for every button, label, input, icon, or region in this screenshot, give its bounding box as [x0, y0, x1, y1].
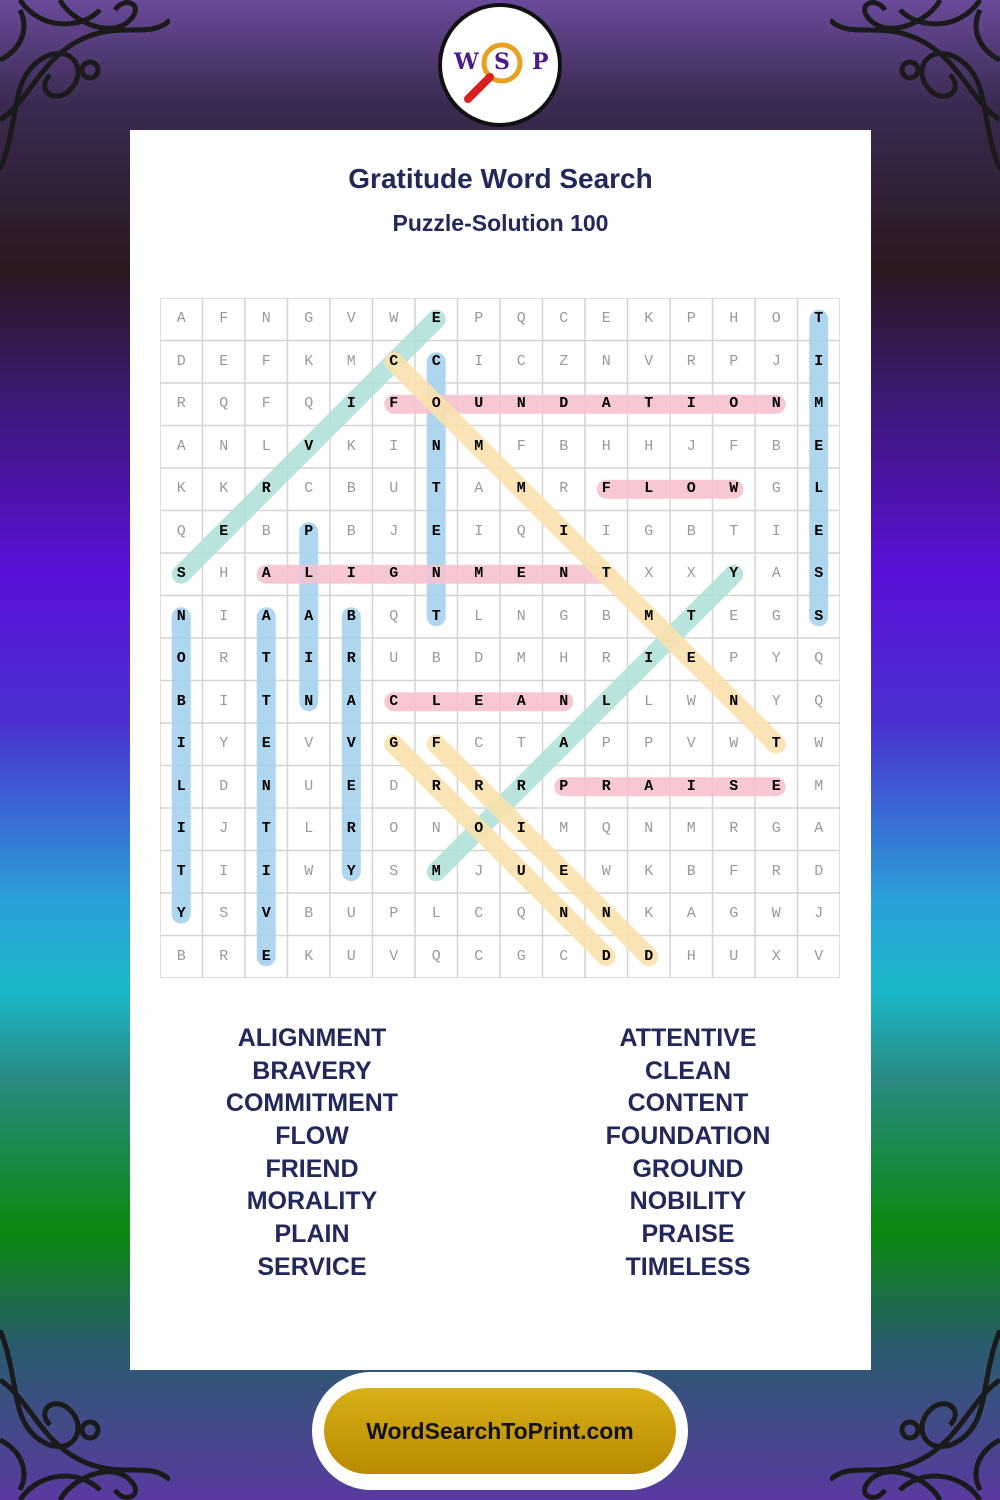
grid-cell: A	[516, 692, 526, 710]
grid-cell: E	[516, 565, 526, 582]
grid-cell: Q	[219, 395, 229, 412]
grid-cell: P	[601, 735, 611, 752]
grid-cell: M	[431, 862, 441, 880]
grid-cell: U	[304, 777, 314, 795]
grid-cell: S	[389, 862, 399, 880]
word-list-item: FRIEND	[265, 1154, 359, 1183]
grid-cell: N	[729, 692, 739, 710]
grid-cell: T	[601, 565, 611, 582]
grid-cell: L	[644, 692, 654, 710]
grid-cell: L	[644, 480, 654, 497]
grid-cell: P	[474, 310, 484, 327]
grid-cell: O	[474, 820, 484, 837]
grid-cell: P	[304, 522, 314, 540]
grid-cell: Y	[176, 905, 186, 922]
grid-cell: L	[814, 480, 824, 497]
grid-cell: B	[304, 905, 314, 922]
grid-cell: V	[389, 947, 399, 965]
grid-cell: F	[729, 862, 739, 880]
word-list-item: PRAISE	[641, 1220, 735, 1249]
page-title: Gratitude Word Search	[348, 163, 653, 194]
grid-cell: F	[261, 352, 271, 370]
grid-cell: C	[559, 310, 569, 327]
word-list-item: FOUNDATION	[605, 1122, 771, 1151]
grid-cell: M	[516, 480, 526, 497]
grid-cell: Q	[516, 522, 526, 540]
grid-cell: R	[601, 650, 611, 667]
grid-cell: R	[686, 352, 696, 370]
grid-cell: N	[559, 692, 569, 710]
grid-cell: A	[559, 735, 569, 752]
grid-cell: G	[644, 522, 654, 540]
grid-cell: V	[261, 905, 271, 922]
grid-cell: P	[559, 777, 569, 795]
grid-cell: G	[771, 480, 781, 497]
grid-cell: L	[176, 777, 186, 795]
word-list-item: CONTENT	[627, 1089, 749, 1118]
grid-cell: C	[431, 352, 441, 370]
grid-cell: S	[219, 905, 229, 922]
grid-cell: W	[814, 735, 824, 752]
grid-cell: A	[601, 395, 611, 412]
grid-cell: T	[261, 650, 271, 667]
grid-cell: E	[219, 522, 229, 540]
grid-cell: M	[346, 352, 356, 370]
grid-cell: E	[261, 735, 271, 752]
grid-cell: O	[176, 650, 186, 667]
grid-cell: V	[686, 735, 696, 752]
grid-cell: N	[601, 905, 611, 922]
grid-cell: T	[686, 607, 696, 625]
grid-cell: E	[771, 777, 781, 795]
grid-cell: P	[389, 905, 399, 922]
site-badge[interactable]	[312, 1372, 688, 1490]
word-list-item: MORALITY	[246, 1187, 378, 1216]
grid-cell: I	[176, 820, 186, 837]
grid-cell: L	[304, 565, 314, 582]
grid-cell: F	[261, 395, 271, 412]
word-list-item: PLAIN	[274, 1220, 350, 1249]
grid-cell: T	[729, 522, 739, 540]
grid-cell: L	[601, 692, 611, 710]
logo-letter-w: W	[454, 49, 479, 75]
grid-cell: P	[729, 352, 739, 370]
grid-cell: N	[559, 905, 569, 922]
word-list-item: FLOW	[275, 1122, 349, 1151]
word-list-item: ATTENTIVE	[619, 1024, 757, 1052]
grid-cell: H	[559, 650, 569, 667]
grid-cell: X	[771, 947, 781, 965]
grid-cell: E	[601, 310, 611, 327]
word-list-item: ALIGNMENT	[237, 1024, 387, 1052]
grid-cell: A	[176, 437, 186, 455]
site-link[interactable]: WordSearchToPrint.com	[324, 1388, 676, 1474]
grid-cell: N	[176, 607, 186, 625]
grid-cell: R	[219, 650, 229, 667]
grid-cell: T	[771, 735, 781, 752]
grid-cell: C	[474, 905, 484, 922]
grid-cell: C	[474, 735, 484, 752]
grid-cell: N	[431, 820, 441, 837]
grid-cell: O	[431, 395, 441, 412]
grid-cell: Q	[431, 947, 441, 965]
word-list-item: NOBILITY	[629, 1187, 747, 1216]
grid-cell: L	[261, 437, 271, 455]
word-list-item: TIMELESS	[625, 1252, 751, 1281]
grid-cell: R	[346, 820, 356, 837]
grid-cell: G	[304, 310, 314, 327]
grid-cell: M	[474, 437, 484, 455]
grid-cell: Y	[771, 650, 781, 667]
grid-cell: K	[644, 905, 654, 922]
grid-cell: V	[814, 947, 824, 965]
grid-cell: K	[644, 862, 654, 880]
grid-cell: U	[516, 862, 526, 880]
grid-cell: K	[176, 480, 186, 497]
grid-cell: J	[771, 352, 781, 370]
grid-cell: Q	[516, 310, 526, 327]
grid-cell: H	[644, 437, 654, 455]
grid-cell: M	[814, 777, 824, 795]
grid-cell: D	[601, 947, 611, 965]
grid-cell: F	[601, 480, 611, 497]
grid-cell: U	[346, 947, 356, 965]
grid-cell: W	[686, 692, 696, 710]
grid-cell: N	[431, 437, 441, 455]
grid-cell: N	[431, 565, 441, 582]
grid-cell: A	[346, 692, 356, 710]
grid-cell: B	[431, 650, 441, 667]
grid-cell: Q	[601, 820, 611, 837]
grid-cell: T	[176, 862, 186, 880]
grid-cell: C	[474, 947, 484, 965]
grid-cell: M	[686, 820, 696, 837]
grid-cell: N	[771, 395, 781, 412]
grid-cell: S	[814, 565, 824, 582]
grid-cell: N	[261, 310, 271, 327]
grid-cell: R	[474, 777, 484, 795]
grid-cell: U	[389, 650, 399, 667]
grid-cell: K	[644, 310, 654, 327]
grid-cell: Y	[771, 692, 781, 710]
grid-cell: A	[814, 820, 824, 837]
grid-cell: A	[261, 565, 271, 582]
grid-cell: E	[261, 947, 271, 965]
word-list-item: BRAVERY	[252, 1056, 372, 1085]
grid-cell: N	[261, 777, 271, 795]
grid-cell: A	[474, 480, 484, 497]
grid-cell: A	[176, 310, 186, 327]
grid-cell: P	[729, 650, 739, 667]
word-list-left	[162, 1022, 462, 1284]
grid-cell: Q	[516, 905, 526, 922]
grid-cell: A	[304, 607, 314, 625]
grid-cell: I	[219, 862, 229, 880]
grid-cell: D	[219, 777, 229, 795]
grid-cell: F	[389, 395, 399, 412]
grid-cell: N	[516, 395, 526, 412]
grid-cell: B	[686, 522, 696, 540]
grid-cell: A	[686, 905, 696, 922]
grid-cell: D	[474, 650, 484, 667]
grid-cell: W	[729, 480, 739, 497]
grid-cell: M	[814, 395, 824, 412]
grid-cell: M	[474, 565, 484, 582]
grid-cell: E	[431, 522, 441, 540]
grid-cell: E	[686, 650, 696, 667]
wsp-logo	[438, 3, 562, 127]
grid-cell: Y	[346, 862, 356, 880]
grid-cell: F	[729, 437, 739, 455]
grid-cell: K	[219, 480, 229, 497]
grid-cell: R	[771, 862, 781, 880]
grid-cell: B	[261, 522, 271, 540]
grid-cell: I	[644, 650, 654, 667]
grid-cell: B	[686, 862, 696, 880]
grid-cell: G	[389, 565, 399, 582]
grid-cell: R	[219, 947, 229, 965]
grid-cell: J	[219, 820, 229, 837]
word-list-item: CLEAN	[644, 1056, 732, 1085]
grid-cell: R	[559, 480, 569, 497]
grid-cell: B	[346, 522, 356, 540]
grid-cell: T	[261, 820, 271, 837]
grid-cell: T	[431, 480, 441, 497]
grid-cell: E	[814, 522, 824, 540]
grid-cell: G	[516, 947, 526, 965]
grid-cell: M	[559, 820, 569, 837]
grid-cell: Q	[389, 607, 399, 625]
grid-cell: U	[389, 480, 399, 497]
logo-letter-s: S	[494, 49, 510, 75]
grid-cell: A	[644, 777, 654, 795]
grid-cell: I	[219, 692, 229, 710]
grid-cell: E	[431, 310, 441, 327]
grid-cell: X	[686, 565, 696, 582]
grid-cell: J	[389, 522, 399, 540]
grid-cell: S	[176, 565, 186, 582]
grid-cell: H	[729, 310, 739, 327]
grid-cell: E	[559, 862, 569, 880]
grid-cell: A	[771, 565, 781, 582]
grid-cell: D	[389, 777, 399, 795]
grid-cell: P	[686, 310, 696, 327]
grid-cell: I	[474, 522, 484, 540]
grid-cell: T	[644, 395, 654, 412]
grid-cell: Y	[219, 735, 229, 752]
letter-grid	[160, 298, 840, 978]
grid-cell: E	[219, 352, 229, 370]
grid-cell: B	[346, 480, 356, 497]
grid-cell: I	[814, 352, 824, 370]
grid-cell: H	[219, 565, 229, 582]
grid-cell: R	[729, 820, 739, 837]
grid-cell: A	[261, 607, 271, 625]
puzzle-sheet	[130, 130, 871, 1370]
grid-cell: D	[644, 947, 654, 965]
grid-cell: R	[516, 777, 526, 795]
grid-cell: B	[771, 437, 781, 455]
grid-cell: T	[814, 310, 824, 327]
grid-cell: G	[559, 607, 569, 625]
grid-cell: V	[644, 352, 654, 370]
grid-cell: D	[559, 395, 569, 412]
grid-cell: E	[729, 607, 739, 625]
grid-cell: W	[729, 735, 739, 752]
grid-cell: L	[474, 607, 484, 625]
grid-cell: B	[559, 437, 569, 455]
grid-cell: Q	[304, 395, 314, 412]
grid-cell: C	[559, 947, 569, 965]
grid-cell: O	[389, 820, 399, 837]
grid-cell: T	[261, 692, 271, 710]
grid-cell: T	[516, 735, 526, 752]
grid-cell: I	[261, 862, 271, 880]
word-list-item: COMMITMENT	[225, 1089, 399, 1118]
grid-cell: I	[559, 522, 569, 540]
grid-cell: S	[729, 777, 739, 795]
grid-cell: R	[346, 650, 356, 667]
grid-cell: E	[346, 777, 356, 795]
grid-cell: C	[516, 352, 526, 370]
grid-cell: L	[304, 820, 314, 837]
grid-cell: I	[686, 777, 696, 795]
grid-cell: V	[346, 310, 356, 327]
grid-cell: K	[346, 437, 356, 455]
grid-cell: Z	[559, 352, 569, 370]
grid-cell: D	[814, 862, 824, 880]
grid-cell: X	[644, 565, 654, 582]
grid-cell: N	[219, 437, 229, 455]
grid-cell: U	[729, 947, 739, 965]
grid-cell: N	[644, 820, 654, 837]
grid-cell: O	[686, 480, 696, 497]
grid-cell: U	[474, 395, 484, 412]
grid-cell: J	[474, 862, 484, 880]
grid-cell: I	[516, 820, 526, 837]
grid-cell: N	[516, 607, 526, 625]
grid-cell: G	[771, 820, 781, 837]
grid-cell: W	[601, 862, 611, 880]
word-list-item: GROUND	[632, 1154, 744, 1183]
grid-cell: R	[601, 777, 611, 795]
grid-cell: P	[644, 735, 654, 752]
grid-cell: J	[814, 905, 824, 922]
logo-letter-p: P	[532, 49, 549, 75]
grid-cell: B	[176, 692, 186, 710]
grid-cell: D	[176, 352, 186, 370]
grid-cell: I	[474, 352, 484, 370]
grid-cell: G	[771, 607, 781, 625]
grid-cell: B	[601, 607, 611, 625]
grid-cell: N	[559, 565, 569, 582]
grid-cell: Y	[729, 565, 739, 582]
grid-cell: H	[686, 947, 696, 965]
grid-cell: M	[516, 650, 526, 667]
grid-cell: R	[176, 395, 186, 412]
grid-cell: U	[346, 905, 356, 922]
grid-cell: J	[686, 437, 696, 455]
grid-cell: F	[219, 310, 229, 327]
grid-cell: R	[261, 480, 271, 497]
grid-cell: K	[304, 352, 314, 370]
grid-cell: E	[814, 437, 824, 455]
grid-cell: Q	[814, 692, 824, 710]
grid-cell: C	[389, 352, 399, 370]
grid-cell: L	[431, 692, 441, 710]
grid-cell: I	[601, 522, 611, 540]
grid-cell: I	[219, 607, 229, 625]
grid-cell: O	[771, 310, 781, 327]
grid-cell: I	[686, 395, 696, 412]
word-list-item: SERVICE	[257, 1252, 367, 1281]
grid-cell: G	[729, 905, 739, 922]
grid-cell: Q	[814, 650, 824, 667]
grid-cell: I	[304, 650, 314, 667]
grid-cell: I	[771, 522, 781, 540]
grid-cell: I	[346, 395, 356, 412]
grid-cell: V	[304, 437, 314, 455]
grid-cell: C	[389, 692, 399, 710]
grid-cell: B	[176, 947, 186, 965]
grid-cell: O	[729, 395, 739, 412]
grid-cell: I	[176, 735, 186, 752]
grid-cell: I	[389, 437, 399, 455]
grid-cell: N	[304, 692, 314, 710]
grid-cell: C	[304, 480, 314, 497]
grid-cell: V	[346, 735, 356, 752]
grid-cell: B	[346, 607, 356, 625]
grid-cell: V	[304, 735, 314, 752]
grid-cell: G	[389, 735, 399, 752]
grid-cell: L	[431, 905, 441, 922]
grid-cell: W	[389, 310, 399, 327]
grid-cell: H	[601, 437, 611, 455]
grid-cell: K	[304, 947, 314, 965]
grid-cell: Q	[176, 522, 186, 540]
grid-cell: S	[814, 607, 824, 625]
grid-cell: W	[304, 862, 314, 880]
grid-cell: N	[601, 352, 611, 370]
grid-cell: I	[346, 565, 356, 582]
grid-cell: F	[431, 735, 441, 752]
grid-cell: F	[516, 437, 526, 455]
grid-cell: T	[431, 607, 441, 625]
grid-cell: R	[431, 777, 441, 795]
page-subtitle: Puzzle-Solution 100	[392, 210, 609, 236]
grid-cell: M	[644, 607, 654, 625]
grid-cell: E	[474, 692, 484, 710]
word-list-right	[538, 1022, 838, 1284]
grid-cell: W	[771, 905, 781, 922]
